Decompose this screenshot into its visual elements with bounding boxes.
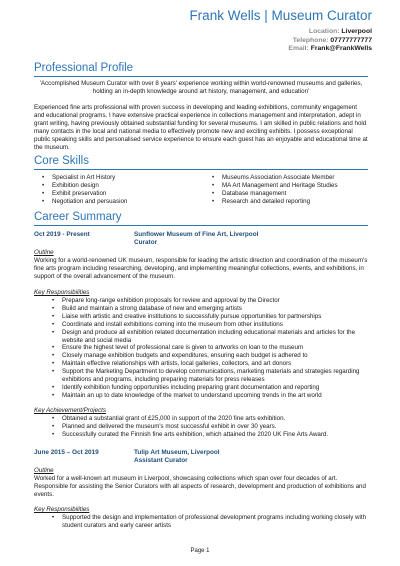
skill-item: • Negotiation and persuasion	[34, 198, 127, 206]
job-employer: Sunflower Museum of Fine Art, Liverpool	[134, 231, 259, 238]
skill-item: • Exhibit preservation	[34, 190, 127, 198]
list-item: • Support the Marketing Department to develop communications, marketing materials and strategies regarding exhibitions and programs, including preparing materials for press releases	[34, 368, 368, 384]
job-outline: Working for a world-renowned UK museum, responsible for leading the artistic direction and coordination of the museum's fine arts program including researching, developing, and implementing meaningful collections, events, and exhibitions, in support of the overall advancement of the museum.	[34, 257, 368, 280]
profile-heading: Professional Profile	[34, 62, 134, 74]
skills-divider	[34, 169, 368, 170]
job-title	[134, 231, 258, 247]
list-item: • Prepare long-range exhibition proposals for review and approval by the Director	[34, 297, 368, 305]
list-item: • Successfully curated the Finnish fine arts exhibition, which attained the 2020 UK Fine Arts Award.	[34, 431, 368, 439]
skills-column-right	[204, 174, 338, 206]
skill-item: • Museums Association Associate Member	[204, 174, 338, 182]
list-item: • Obtained a substantial grant of £25,000 in support of the 2020 fine arts exhibition.	[34, 415, 368, 423]
job-dates: June 2015 – Oct 2019	[34, 449, 99, 456]
job-outline: Worked for a well-known art museum in Liverpool, showcasing collections which span over four decades of art. Responsible for assisting the Senior Curators with all aspects of research, development and production of exhibitions and events.	[34, 475, 366, 498]
achievements-list	[34, 415, 368, 439]
responsibilities-list	[34, 514, 368, 530]
profile-quote: 'Accomplished Museum Curator with over 8 years' experience working within world-renowned museums and galleries, holding an in-depth knowledge around art history, management, and education'	[39, 80, 363, 96]
candidate-name: Frank Wells | Museum Curator	[189, 8, 372, 23]
career-heading: Career Summary	[34, 211, 122, 223]
contact-block	[288, 28, 372, 54]
list-item: • Maintain effective relationships with artists, local galleries, collectors, and art donors	[34, 360, 368, 368]
list-item: • Design and produce all exhibition related documentation including educational materials and articles for the website and social media	[34, 329, 368, 345]
outline-label: Outline	[34, 467, 54, 474]
list-item: • Coordinate and install exhibitions coming into the museum from other institutions	[34, 321, 368, 329]
job-role: Assistant Curator	[134, 457, 188, 464]
responsibilities-list	[34, 297, 368, 400]
list-item: • Identify exhibition funding opportunities including preparing grant documentation and reporting	[34, 384, 368, 392]
skill-item: • Research and detailed reporting	[204, 198, 338, 206]
achievements-label: Key Achievement/Projects	[34, 407, 106, 414]
career-divider	[34, 225, 368, 226]
list-item: • Build and maintain a strong database of new and emerging artists	[34, 305, 368, 313]
skill-item: • MA Art Management and Heritage Studies	[204, 182, 338, 190]
contact-location: Location: Liverpool	[308, 28, 372, 35]
job-title	[134, 449, 220, 465]
job-employer: Tulip Art Museum, Liverpool	[134, 449, 220, 456]
responsibilities-label: Key Responsibilities	[34, 506, 90, 513]
contact-telephone: Telephone: 07777777777	[292, 36, 372, 44]
skill-item: • Database management	[204, 190, 338, 198]
list-item: • Liaise with artistic and creative institutions to successfully pursue opportunities for partnerships	[34, 313, 368, 321]
responsibilities-label: Key Responsibilities	[34, 289, 90, 296]
contact-email[interactable]: Email: Frank@FrankWells	[288, 45, 372, 53]
list-item: • Ensure the highest level of professional care is given to artworks on loan to the museum	[34, 344, 368, 352]
skill-item: • Specialist in Art History	[34, 174, 127, 182]
skills-heading: Core Skills	[34, 155, 89, 167]
profile-body: Experienced fine arts professional with proven success in developing and leading exhibitions, community engagement and educational programs. I have extensive practical experience in collections management and interpretation, adept in grant writing, having previously obtained substantial funding for several museums. I am skilled in public relations and hold many contacts in the local and national media to effectively promote new and exciting exhibits. I possess exceptional public speaking skills and personalised service experience to ensure each guest has an enjoyable and educational time at the museum.	[34, 104, 368, 151]
job-dates: Oct 2019 - Present	[34, 231, 90, 238]
list-item: • Closely manage exhibition budgets and expenditures, ensuring each budget is adhered to	[34, 352, 368, 360]
job-role: Curator	[134, 239, 158, 246]
profile-divider	[34, 76, 368, 77]
page-number: Page 1	[190, 548, 210, 554]
skills-column-left	[34, 174, 127, 206]
list-item: • Supported the design and implementation of professional development programs including working closely with student curators and early career artists	[34, 514, 368, 530]
outline-label: Outline	[34, 249, 54, 256]
list-item: • Planned and delivered the museum's most successful exhibit in over 30 years.	[34, 423, 368, 431]
skill-item: • Exhibition design	[34, 182, 127, 190]
list-item: • Maintain an up to date knowledge of the market to understand upcoming trends in the art world	[34, 392, 368, 400]
